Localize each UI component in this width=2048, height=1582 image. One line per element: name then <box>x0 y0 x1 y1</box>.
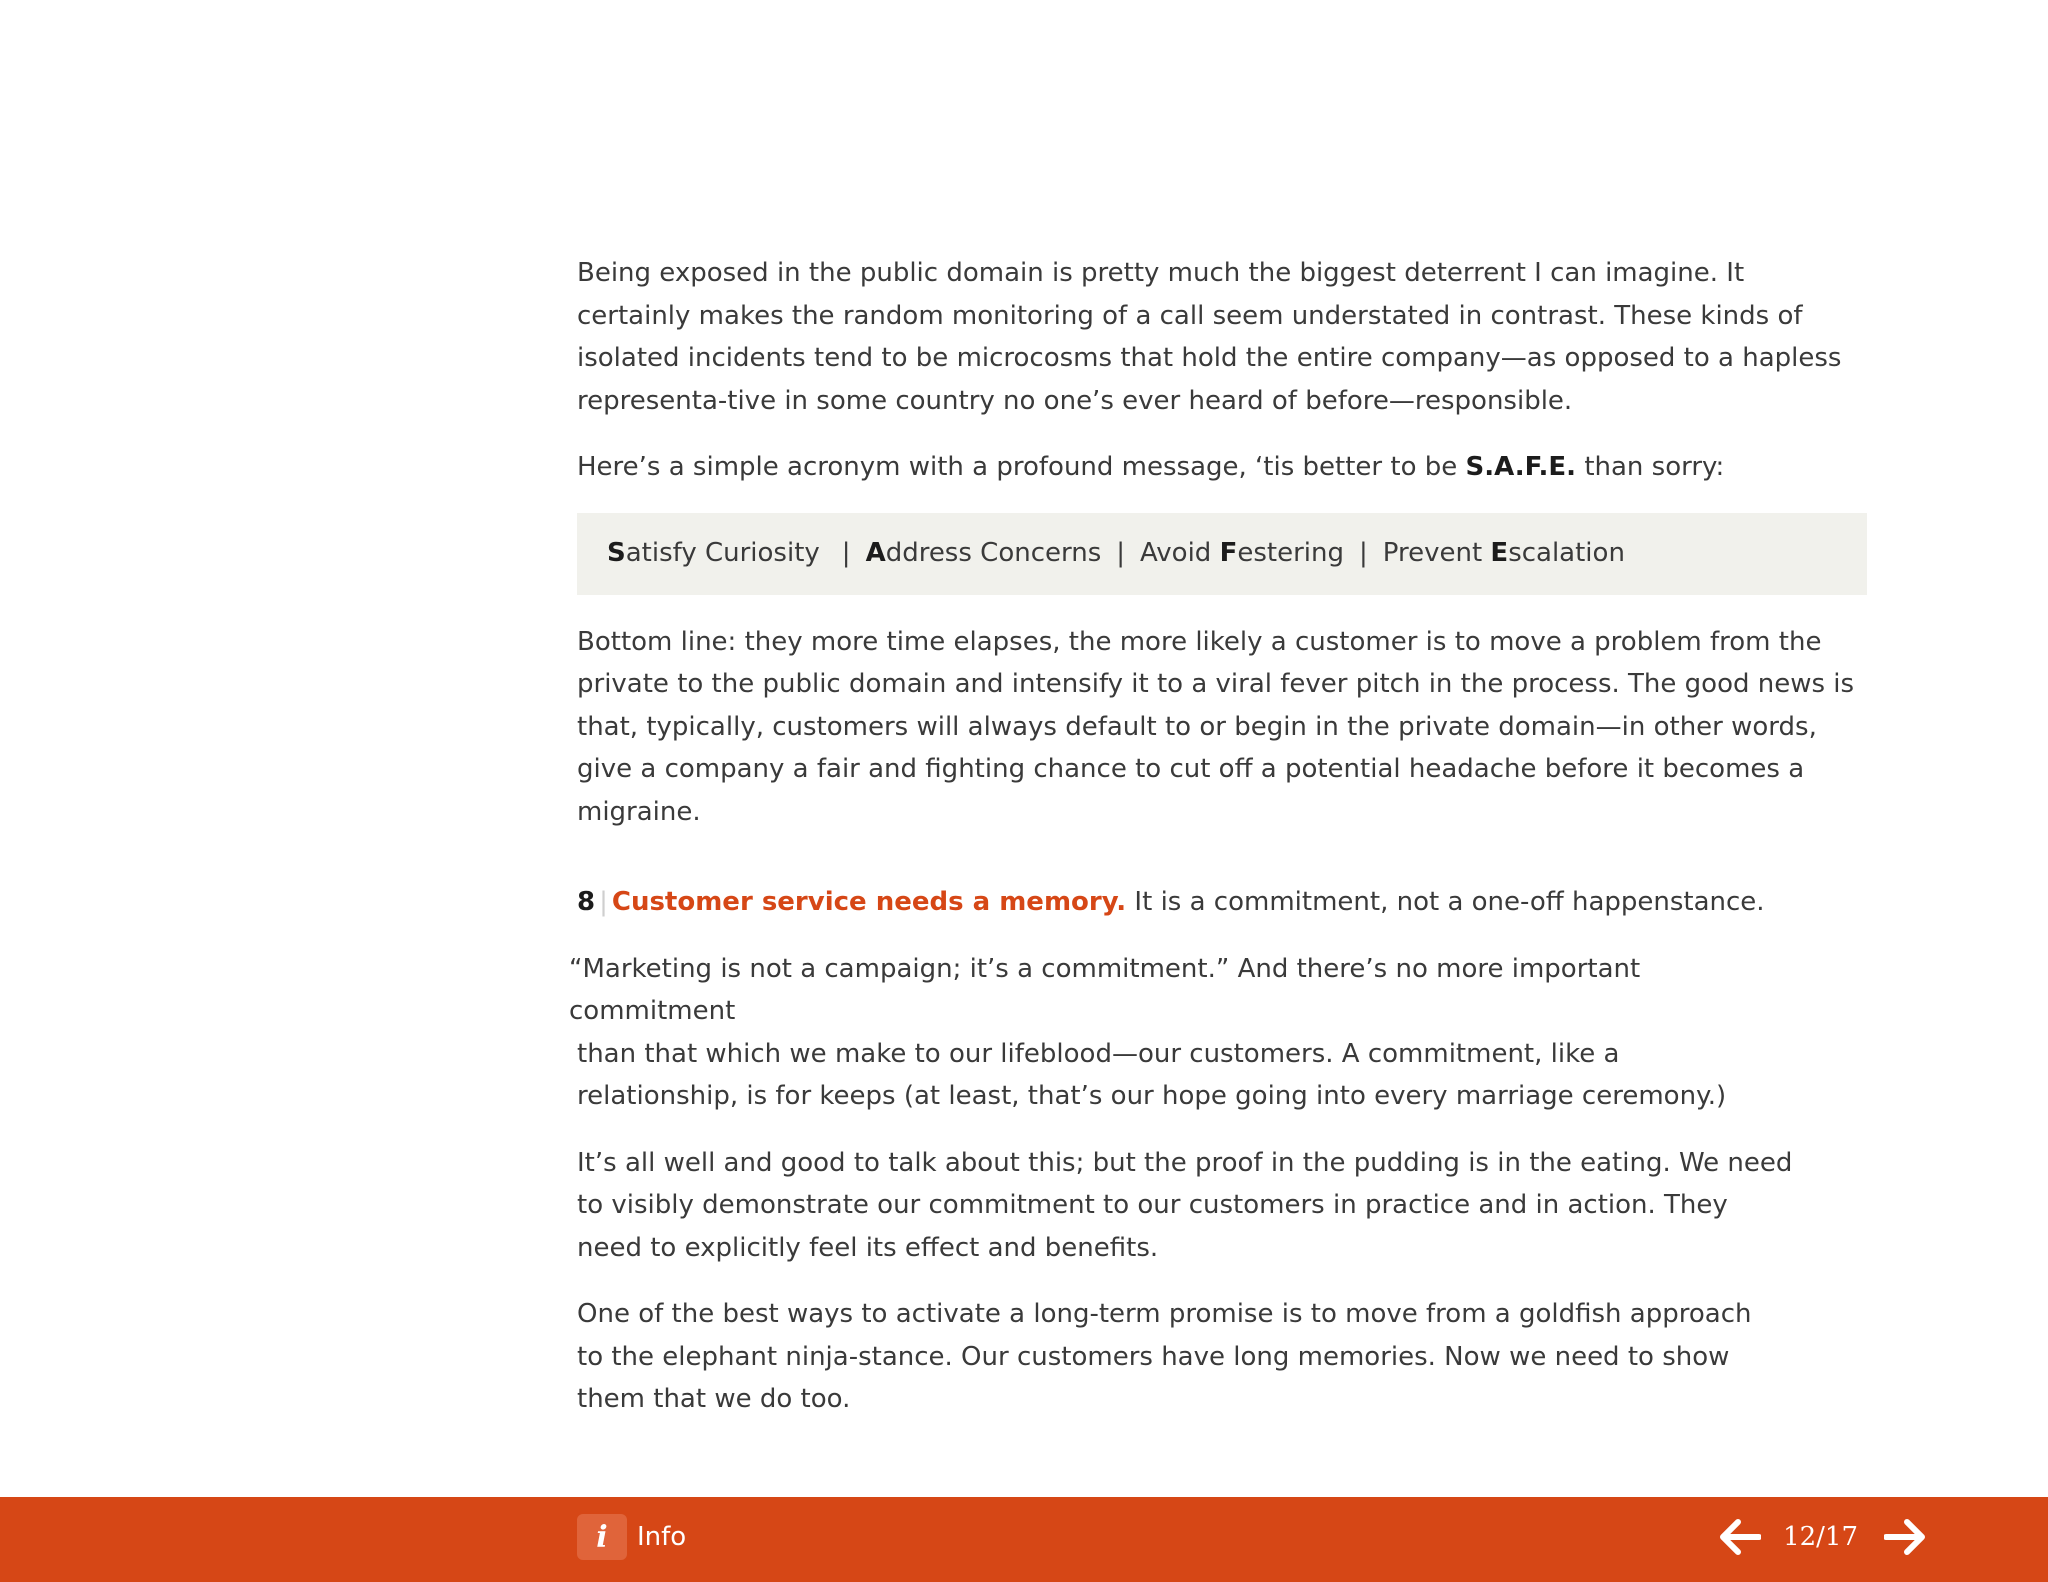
page-indicator: 12/17 <box>1783 1522 1858 1552</box>
safe-item-address: Address Concerns <box>865 538 1102 569</box>
footer-bar <box>0 1497 2048 1582</box>
section-separator: | <box>599 887 608 917</box>
safe-acronym: S.A.F.E. <box>1465 452 1577 482</box>
page-content <box>569 252 1867 1421</box>
info-label: Info <box>637 1522 687 1552</box>
safe-item-satisfy: Satisfy Curiosity <box>607 538 820 569</box>
paragraph-marketing-quote <box>569 948 1769 1118</box>
arrow-right-icon <box>1884 1518 1926 1556</box>
safe-intro-tail: than sorry: <box>1576 452 1725 482</box>
paragraph-public-domain: Being exposed in the public domain is pretty much the biggest deterrent I can imagine. It certainly makes the random monitoring of a call seem understated in contrast. These kinds of isolated incidents tend to be microcosms that hold the entire company—as opposed to a hapless representa-tive in some country no one’s ever heard of before—responsible. <box>577 258 1842 416</box>
safe-intro-text: Here’s a simple acronym with a profound message, ‘tis better to be <box>577 452 1466 482</box>
paragraph-proof-pudding: It’s all well and good to talk about this; but the proof in the pudding is in the eating. We need to visibly demonstrate our commitment to our customers in practice and in action. They need to explicitly feel its effect and benefits. <box>577 1147 1793 1263</box>
page-navigation <box>1717 1511 1928 1563</box>
safe-item-avoid: Avoid Festering <box>1140 538 1344 569</box>
quote-first-line: “Marketing is not a campaign; it’s a commitment.” And there’s no more important commitment <box>569 953 1641 1026</box>
paragraph-goldfish-elephant: One of the best ways to activate a long-term promise is to move from a goldfish approach to the elephant ninja-stance. Our customers have long memories. Now we need to show them that we do too. <box>577 1299 1752 1414</box>
info-icon: i <box>577 1514 627 1560</box>
safe-separator: | <box>1359 538 1368 569</box>
section-title: Customer service needs a memory. <box>611 887 1127 917</box>
info-button[interactable] <box>577 1514 686 1560</box>
previous-page-button[interactable] <box>1717 1514 1763 1560</box>
paragraph-bottom-line: Bottom line: they more time elapses, the more likely a customer is to move a problem from the private to the public domain and intensify it to a viral fever pitch in the process. The good news is that, typically, customers will always default to or begin in the private domain—in other words, give a company a fair and fighting chance to cut off a potential headache before it becomes a migraine. <box>577 626 1855 827</box>
safe-separator: | <box>841 538 851 569</box>
quote-rest: than that which we make to our lifeblood—our customers. A commitment, like a relationship, is for keeps (at least, that’s our hope going into every marriage ceremony.) <box>577 1038 1727 1111</box>
safe-separator: | <box>1116 538 1126 569</box>
safe-acronym-box <box>577 513 1867 595</box>
safe-item-prevent: Prevent Escalation <box>1382 538 1625 569</box>
section-subtitle: It is a commitment, not a one-off happenstance. <box>1126 887 1765 917</box>
paragraph-safe-intro <box>577 446 1867 489</box>
next-page-button[interactable] <box>1882 1514 1928 1560</box>
section-8-heading <box>577 881 1867 924</box>
section-number: 8 <box>577 887 596 917</box>
arrow-left-icon <box>1719 1518 1761 1556</box>
